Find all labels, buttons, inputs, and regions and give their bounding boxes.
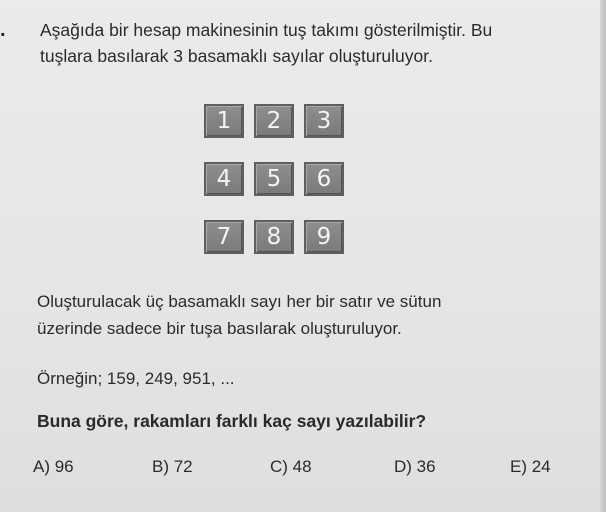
choice-e[interactable]: E) 24 — [510, 457, 551, 476]
choice-b[interactable]: B) 72 — [152, 457, 193, 476]
rule-line-1: Oluşturulacak üç basamaklı sayı her bir satır ve sütun — [37, 292, 442, 311]
stem-line-2: tuşlara basılarak 3 basamaklı sayılar oluşturuluyor. — [40, 46, 433, 66]
calculator-keypad — [204, 104, 344, 254]
key-9: 9 — [304, 220, 344, 254]
key-2: 2 — [254, 104, 294, 138]
rule-paragraph — [37, 288, 441, 342]
choice-a[interactable]: A) 96 — [33, 457, 74, 476]
key-6: 6 — [304, 162, 344, 196]
key-5: 5 — [254, 162, 294, 196]
key-1: 1 — [204, 104, 244, 138]
question-number: . — [0, 19, 6, 41]
key-8: 8 — [254, 220, 294, 254]
choice-c[interactable]: C) 48 — [270, 457, 312, 476]
question-stem — [40, 17, 580, 69]
rule-line-2: üzerinde sadece bir tuşa basılarak oluşturuluyor. — [37, 319, 402, 338]
key-7: 7 — [204, 220, 244, 254]
choice-d[interactable]: D) 36 — [394, 457, 436, 476]
example-text: Örneğin; 159, 249, 951, ... — [37, 369, 235, 388]
stem-line-1: Aşağıda bir hesap makinesinin tuş takımı gösterilmiştir. Bu — [40, 20, 493, 40]
key-4: 4 — [204, 162, 244, 196]
question-prompt: Buna göre, rakamları farklı kaç sayı yazılabilir? — [37, 411, 427, 431]
page-edge — [600, 0, 606, 512]
key-3: 3 — [304, 104, 344, 138]
